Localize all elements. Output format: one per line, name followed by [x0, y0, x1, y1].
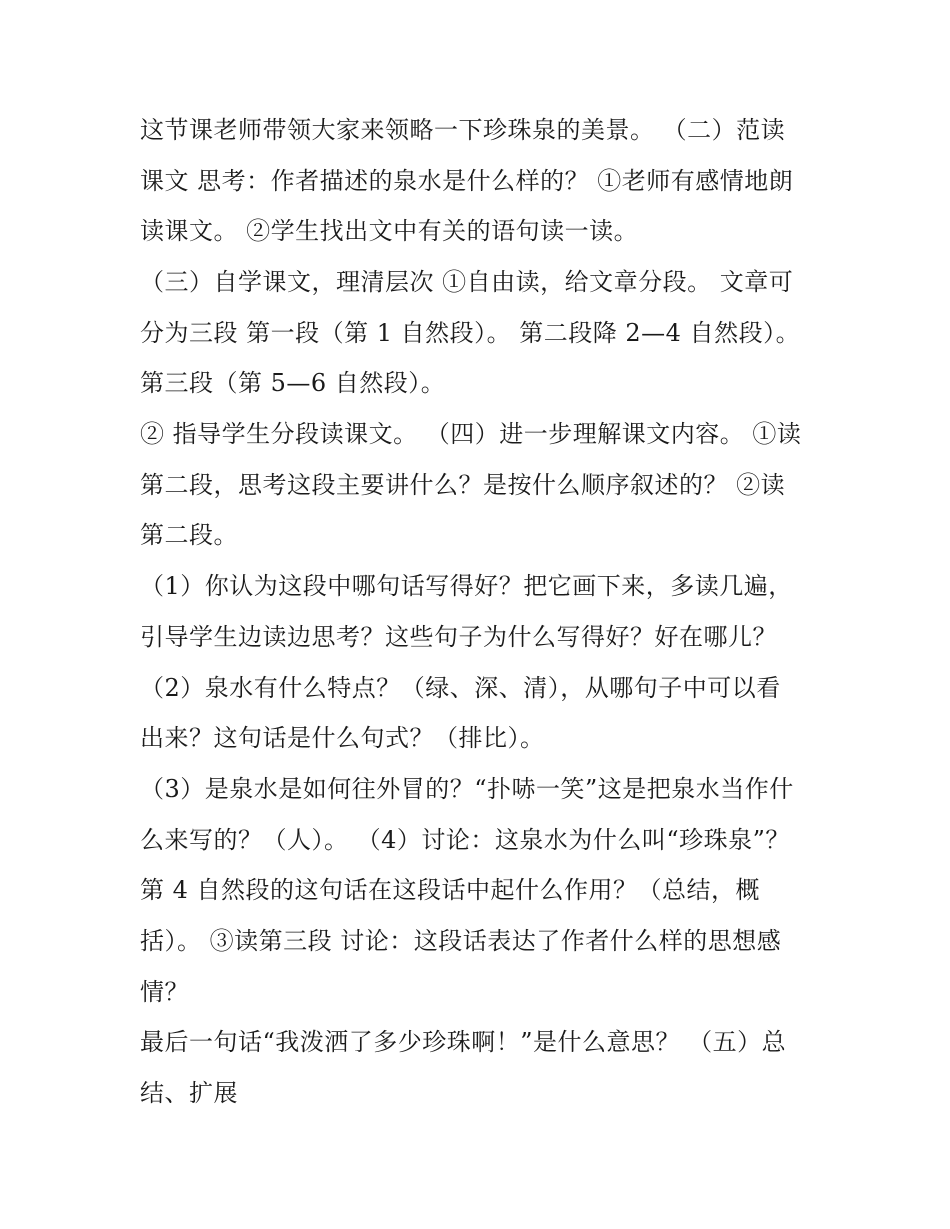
text-line: （3）是泉水是如何往外冒的？“扑哧一笑”这是把泉水当作什	[140, 775, 794, 803]
text-line: 分为三段 第一段（第 1 自然段）。 第二段降 2—4 自然段）。	[140, 319, 801, 347]
text-line: ② 指导学生分段读课文。 （四）进一步理解课文内容。 ①读	[140, 420, 802, 448]
text-line: 读课文。 ②学生找出文中有关的语句读一读。	[140, 217, 639, 245]
text-line: 么来写的？（人）。 （4）讨论：这泉水为什么叫“珍珠泉”？	[140, 826, 790, 854]
text-line: 出来？这句话是什么句式？（排比）。	[140, 724, 545, 752]
text-line: 课文 思考：作者描述的泉水是什么样的？ ①老师有感情地朗	[140, 167, 794, 195]
text-line: 结、扩展	[140, 1079, 238, 1107]
text-line: 这节课老师带领大家来领略一下珍珠泉的美景。 （二）范读	[140, 116, 786, 144]
text-line: 第二段。	[140, 521, 238, 549]
text-line: 第二段，思考这段主要讲什么？是按什么顺序叙述的？ ②读	[140, 471, 786, 499]
text-line: 括）。 ③读第三段 讨论：这段话表达了作者什么样的思想感	[140, 927, 782, 955]
text-line: 最后一句话“我泼洒了多少珍珠啊！”是什么意思？ （五）总	[140, 1028, 787, 1056]
text-line: 第 4 自然段的这句话在这段话中起什么作用？（总结，概	[140, 876, 761, 904]
text-line: （三）自学课文，理清层次 ①自由读，给文章分段。 文章可	[140, 268, 794, 296]
text-line: 引导学生边读边思考？这些句子为什么写得好？好在哪儿？	[140, 623, 777, 651]
text-line: （1）你认为这段中哪句话写得好？把它画下来，多读几遍，	[140, 572, 793, 600]
text-line: （2）泉水有什么特点？（绿、深、清），从哪句子中可以看	[140, 674, 781, 702]
text-line: 情？	[140, 978, 189, 1006]
text-line: 第三段（第 5—6 自然段）。	[140, 369, 446, 397]
